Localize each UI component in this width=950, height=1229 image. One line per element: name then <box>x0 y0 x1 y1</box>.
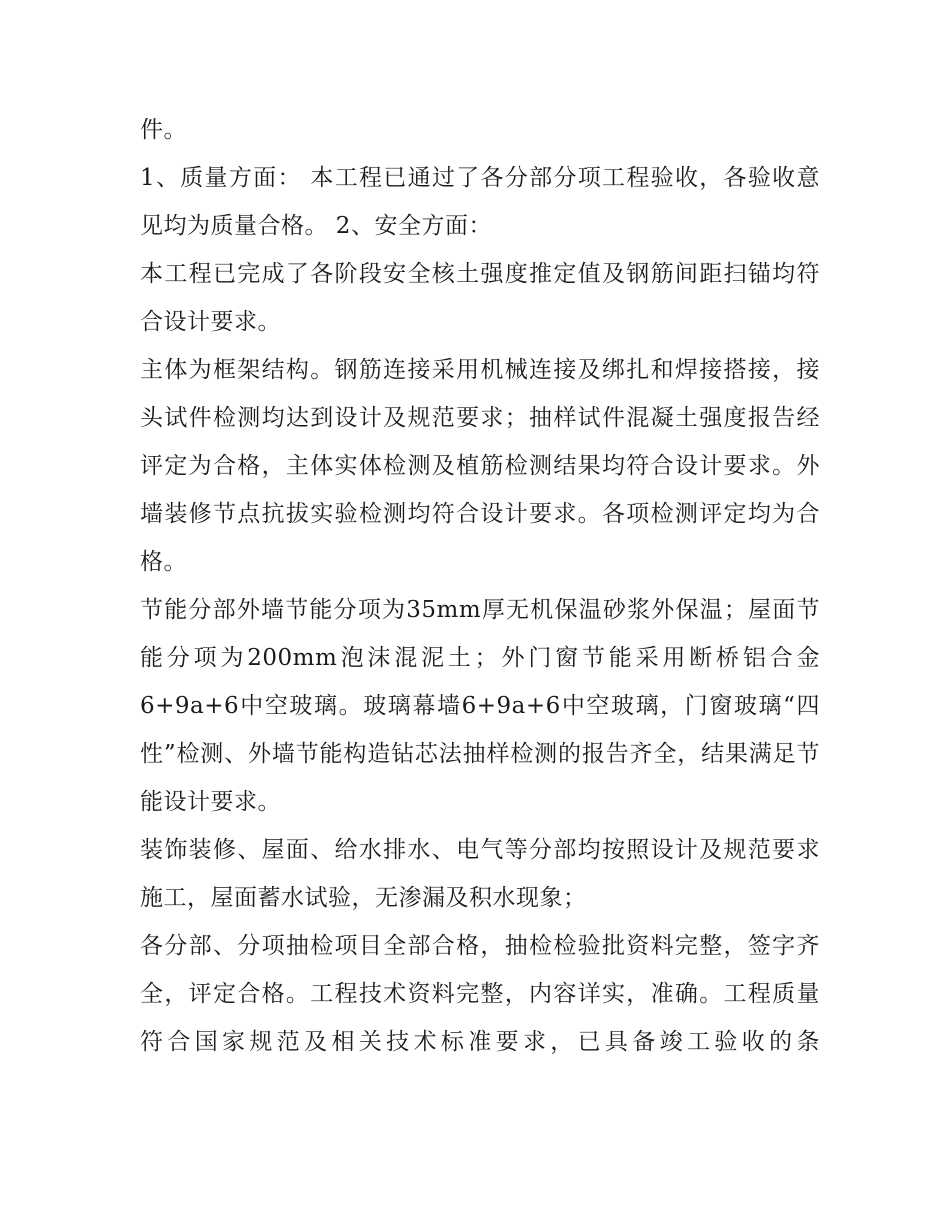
paragraph-continuation: 件。 <box>140 117 187 143</box>
document-body <box>140 106 820 1066</box>
paragraph-energy-saving: 节能分部外墙节能分项为35mm厚无机保温砂浆外保温；屋面节能分项为200mm泡沫混泥土；外门窗节能采用断桥铝合金6+9a+6中空玻璃。玻璃幕墙6+9a+6中空玻璃，门窗玻璃“四性”检测、外墙节能构造钻芯法抽样检测的报告齐全，结果满足节能设计要求。 <box>140 597 820 815</box>
paragraph-summary: 各分部、分项抽检项目全部合格，抽检检验批资料完整，签字齐全，评定合格。工程技术资料完整，内容详实，准确。工程质量符合国家规范及相关技术标准要求，已具备竣工验收的条 <box>140 933 820 1055</box>
paragraph-quality-safety: 1、质量方面： 本工程已通过了各分部分项工程验收，各验收意见均为质量合格。 2、安全方面： <box>140 165 820 239</box>
paragraph-decoration: 装饰装修、屋面、给水排水、电气等分部均按照设计及规范要求施工，屋面蓄水试验，无渗漏及积水现象； <box>140 837 820 911</box>
paragraph-safety-check: 本工程已完成了各阶段安全核土强度推定值及钢筋间距扫锚均符合设计要求。 <box>140 261 820 335</box>
paragraph-main-structure: 主体为框架结构。钢筋连接采用机械连接及绑扎和焊接搭接，接头试件检测均达到设计及规范要求；抽样试件混凝土强度报告经评定为合格，主体实体检测及植筋检测结果均符合设计要求。外墙装修节点抗拔实验检测均符合设计要求。各项检测评定均为合格。 <box>140 357 820 575</box>
